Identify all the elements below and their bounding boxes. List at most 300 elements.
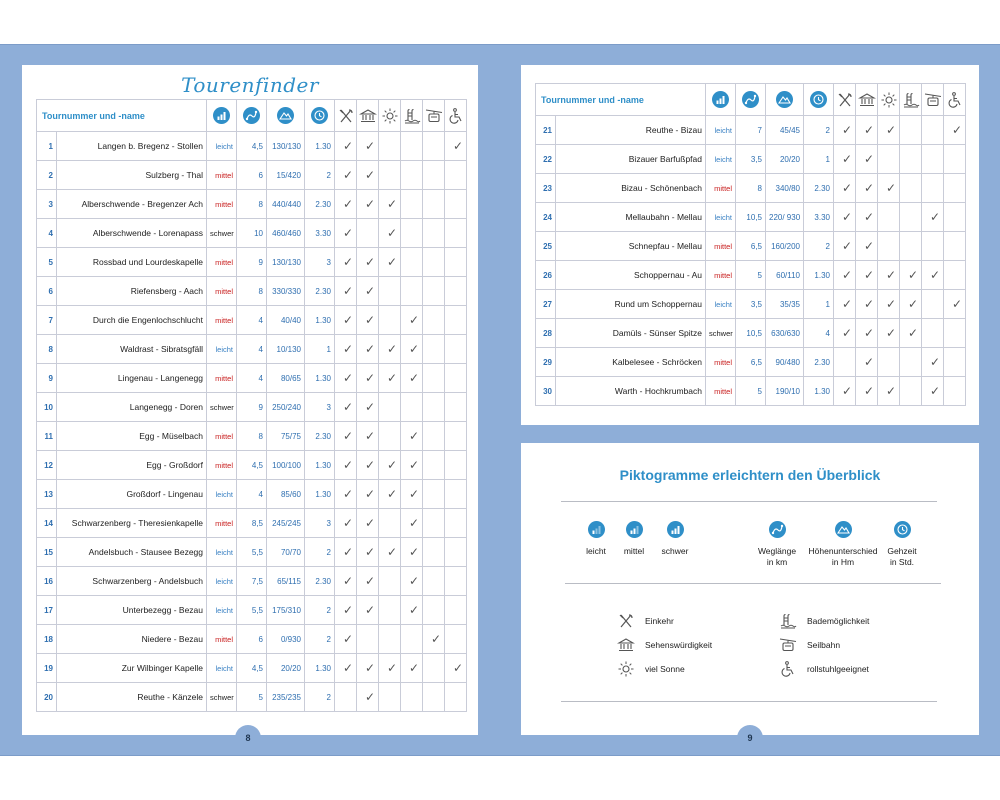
tour-number: 26 (536, 261, 556, 290)
cell-bathing (401, 248, 423, 277)
table-row (37, 596, 467, 625)
cell-bathing (401, 219, 423, 248)
table-row (37, 654, 467, 683)
cell-bathing: ✓ (900, 261, 922, 290)
tour-number: 30 (536, 377, 556, 406)
cell-sun: ✓ (878, 174, 900, 203)
time-value: 2.30 (305, 567, 335, 596)
time-value: 2 (305, 596, 335, 625)
tour-number: 10 (37, 393, 57, 422)
difficulty-value: leicht (207, 538, 237, 567)
cell-dining: ✓ (834, 116, 856, 145)
elevation-value: 35/35 (766, 290, 804, 319)
cell-dining: ✓ (335, 625, 357, 654)
cell-sun: ✓ (379, 190, 401, 219)
cell-dining: ✓ (335, 132, 357, 161)
elevation-value: 80/65 (267, 364, 305, 393)
cell-dining: ✓ (335, 219, 357, 248)
wheelchair-icon (779, 660, 797, 678)
legend-sublabel: in km (766, 557, 788, 567)
cell-bathing (900, 174, 922, 203)
difficulty-value: mittel (207, 625, 237, 654)
cell-sun (379, 567, 401, 596)
cell-landmark: ✓ (856, 319, 878, 348)
time-value: 2 (305, 683, 335, 712)
elevation-value: 60/110 (766, 261, 804, 290)
time-value: 1 (804, 290, 834, 319)
time-value: 1.30 (804, 261, 834, 290)
cell-landmark: ✓ (856, 348, 878, 377)
cell-cable-car (423, 364, 445, 393)
difficulty-value: mittel (706, 232, 736, 261)
cable-car-icon (924, 91, 942, 109)
cell-dining: ✓ (335, 277, 357, 306)
elevation-value: 100/100 (267, 451, 305, 480)
elevation-value: 20/20 (267, 654, 305, 683)
cell-sun (379, 132, 401, 161)
elevation-value: 130/130 (267, 248, 305, 277)
cell-sun (878, 232, 900, 261)
tour-number: 20 (37, 683, 57, 712)
tour-number: 18 (37, 625, 57, 654)
cell-bathing: ✓ (401, 451, 423, 480)
cell-wheelchair (944, 174, 966, 203)
cell-bathing (900, 145, 922, 174)
distance-value: 5 (736, 261, 766, 290)
cell-bathing: ✓ (900, 290, 922, 319)
tour-name: Egg - Großdorf (57, 451, 207, 480)
cell-landmark: ✓ (856, 174, 878, 203)
elevation-value: 130/130 (267, 132, 305, 161)
column-header-sun (878, 84, 900, 116)
clock-icon (311, 107, 328, 124)
clock-icon (894, 521, 911, 538)
column-header-time (305, 100, 335, 132)
elevation-value: 75/75 (267, 422, 305, 451)
time-value: 1 (305, 335, 335, 364)
sun-icon (617, 660, 635, 678)
cell-bathing (401, 393, 423, 422)
landmark-icon (359, 107, 377, 125)
tour-number: 27 (536, 290, 556, 319)
tour-name: Langenegg - Doren (57, 393, 207, 422)
table-row (536, 290, 966, 319)
cell-bathing (900, 116, 922, 145)
legend-label: schwer (661, 546, 689, 556)
cell-wheelchair (445, 509, 467, 538)
cell-landmark: ✓ (357, 393, 379, 422)
cell-cable-car (423, 451, 445, 480)
cell-sun: ✓ (878, 319, 900, 348)
table-row (37, 219, 467, 248)
difficulty-icon (213, 107, 230, 124)
difficulty-value: leicht (207, 335, 237, 364)
cell-sun: ✓ (379, 654, 401, 683)
cable-car-icon (779, 636, 797, 654)
tour-name: Langen b. Bregenz - Stollen (57, 132, 207, 161)
cell-wheelchair (944, 261, 966, 290)
left-page (22, 65, 478, 743)
tour-number: 5 (37, 248, 57, 277)
tour-name: Lingenau - Langenegg (57, 364, 207, 393)
table-row (37, 161, 467, 190)
tour-name: Unterbezegg - Bezau (57, 596, 207, 625)
cell-cable-car (423, 190, 445, 219)
distance-value: 5,5 (237, 538, 267, 567)
cell-bathing (900, 348, 922, 377)
distance-value: 4,5 (237, 132, 267, 161)
column-header-sun (379, 100, 401, 132)
distance-value: 4 (237, 364, 267, 393)
cell-bathing: ✓ (401, 480, 423, 509)
elevation-value: 175/310 (267, 596, 305, 625)
column-header-tour-name: Tournummer und -name (536, 84, 706, 116)
distance-value: 7 (736, 116, 766, 145)
cell-landmark: ✓ (856, 377, 878, 406)
cell-wheelchair: ✓ (944, 290, 966, 319)
pictogram-list-left (617, 609, 712, 681)
column-header-landmark (357, 100, 379, 132)
cell-cable-car (423, 654, 445, 683)
cell-landmark: ✓ (856, 203, 878, 232)
cell-wheelchair (445, 683, 467, 712)
difficulty-value: schwer (207, 683, 237, 712)
elevation-value: 65/115 (267, 567, 305, 596)
difficulty-value: leicht (207, 567, 237, 596)
time-value: 3.30 (305, 219, 335, 248)
cell-bathing: ✓ (401, 654, 423, 683)
tour-name: Rund um Schoppernau (556, 290, 706, 319)
cell-landmark: ✓ (856, 116, 878, 145)
tour-name: Alberschwende - Lorenapass (57, 219, 207, 248)
cell-dining (834, 348, 856, 377)
difficulty-value: mittel (207, 451, 237, 480)
sun-icon (880, 91, 898, 109)
cell-landmark: ✓ (357, 538, 379, 567)
column-header-landmark (856, 84, 878, 116)
column-header-wheelchair (445, 100, 467, 132)
cell-dining: ✓ (335, 190, 357, 219)
cell-landmark: ✓ (357, 335, 379, 364)
difficulty-value: mittel (706, 261, 736, 290)
cell-landmark: ✓ (357, 567, 379, 596)
difficulty-value: leicht (207, 654, 237, 683)
legend-distance (749, 521, 805, 568)
time-value: 2 (305, 538, 335, 567)
cell-dining: ✓ (834, 319, 856, 348)
cell-wheelchair (944, 348, 966, 377)
legend-elevation (805, 521, 881, 568)
time-value: 2 (804, 116, 834, 145)
cell-landmark: ✓ (856, 145, 878, 174)
tour-number: 15 (37, 538, 57, 567)
tour-name: Andelsbuch - Stausee Bezegg (57, 538, 207, 567)
time-value: 2 (305, 625, 335, 654)
elevation-icon (835, 521, 852, 538)
cell-wheelchair (445, 190, 467, 219)
cell-wheelchair (944, 203, 966, 232)
difficulty-value: leicht (207, 132, 237, 161)
distance-value: 6,5 (736, 348, 766, 377)
cell-wheelchair: ✓ (445, 132, 467, 161)
column-header-distance (237, 100, 267, 132)
table-row (536, 348, 966, 377)
table-row (536, 377, 966, 406)
distance-value: 4,5 (237, 654, 267, 683)
distance-value: 5,5 (237, 596, 267, 625)
distance-value: 8 (237, 190, 267, 219)
cell-sun: ✓ (878, 116, 900, 145)
cell-wheelchair (944, 145, 966, 174)
table-row (536, 116, 966, 145)
dining-icon (836, 91, 854, 109)
cell-wheelchair (445, 248, 467, 277)
tour-name: Damüls - Sünser Spitze (556, 319, 706, 348)
legend-bathing (779, 609, 869, 633)
time-value: 2.30 (804, 174, 834, 203)
cell-cable-car (423, 335, 445, 364)
cell-dining: ✓ (834, 203, 856, 232)
time-value: 2.30 (305, 190, 335, 219)
distance-value: 6 (237, 161, 267, 190)
cell-cable-car (423, 161, 445, 190)
time-value: 1.30 (305, 451, 335, 480)
cell-bathing: ✓ (401, 422, 423, 451)
tour-number: 25 (536, 232, 556, 261)
cell-dining: ✓ (335, 654, 357, 683)
bathing-icon (779, 612, 797, 630)
tour-number: 11 (37, 422, 57, 451)
cell-cable-car (423, 132, 445, 161)
column-header-dining (335, 100, 357, 132)
cell-wheelchair (445, 306, 467, 335)
cell-landmark: ✓ (357, 480, 379, 509)
cell-sun (379, 161, 401, 190)
legend-time (881, 521, 923, 568)
cell-dining: ✓ (335, 364, 357, 393)
cell-landmark: ✓ (357, 596, 379, 625)
pictogram-list-right (779, 609, 869, 681)
cell-landmark: ✓ (856, 290, 878, 319)
difficulty-value: mittel (207, 161, 237, 190)
distance-value: 4 (237, 480, 267, 509)
cell-landmark: ✓ (357, 509, 379, 538)
difficulty-value: leicht (207, 596, 237, 625)
tour-number: 7 (37, 306, 57, 335)
distance-value: 3,5 (736, 145, 766, 174)
tour-number: 16 (37, 567, 57, 596)
legend-label: Gehzeit (887, 546, 917, 556)
cell-cable-car (423, 393, 445, 422)
time-value: 1.30 (305, 480, 335, 509)
legend-sun (617, 657, 712, 681)
time-value: 1.30 (804, 377, 834, 406)
difficulty-hard-icon (667, 521, 684, 538)
difficulty-value: mittel (207, 277, 237, 306)
cell-dining: ✓ (834, 145, 856, 174)
elevation-value: 90/480 (766, 348, 804, 377)
dining-icon (337, 107, 355, 125)
tour-table-left (36, 99, 467, 712)
tour-number: 4 (37, 219, 57, 248)
table-row (536, 174, 966, 203)
elevation-value: 10/130 (267, 335, 305, 364)
difficulty-medium-icon (626, 521, 643, 538)
page-title: Tourenfinder (181, 73, 319, 97)
right-page-table (521, 65, 979, 425)
elevation-value: 630/630 (766, 319, 804, 348)
cell-sun: ✓ (379, 335, 401, 364)
cell-wheelchair (445, 161, 467, 190)
legend-landmark (617, 633, 712, 657)
difficulty-value: mittel (706, 348, 736, 377)
cell-sun (878, 348, 900, 377)
cell-bathing: ✓ (401, 596, 423, 625)
tour-number: 24 (536, 203, 556, 232)
table-row (536, 319, 966, 348)
cell-wheelchair (944, 377, 966, 406)
legend-title: Piktogramme erleichtern den Überblick (619, 467, 881, 483)
cell-wheelchair (445, 567, 467, 596)
tour-name: Zur Wilbinger Kapelle (57, 654, 207, 683)
legend-label: leicht (586, 546, 606, 556)
cell-dining: ✓ (335, 306, 357, 335)
table-row (37, 190, 467, 219)
column-header-wheelchair (944, 84, 966, 116)
legend-sublabel: in Std. (889, 557, 915, 567)
cell-cable-car (423, 567, 445, 596)
cell-sun: ✓ (878, 261, 900, 290)
elevation-value: 440/440 (267, 190, 305, 219)
cell-cable-car (922, 145, 944, 174)
cell-dining: ✓ (335, 451, 357, 480)
time-value: 1 (804, 145, 834, 174)
cell-dining (335, 683, 357, 712)
cell-landmark: ✓ (357, 132, 379, 161)
cell-sun (379, 625, 401, 654)
table-row (536, 203, 966, 232)
cell-landmark: ✓ (357, 248, 379, 277)
cell-sun: ✓ (379, 538, 401, 567)
cell-landmark: ✓ (357, 654, 379, 683)
difficulty-value: mittel (207, 509, 237, 538)
table-row (37, 538, 467, 567)
cell-cable-car (922, 116, 944, 145)
table-row (536, 145, 966, 174)
legend-label: Einkehr (645, 616, 674, 626)
cell-dining: ✓ (335, 596, 357, 625)
wheelchair-icon (447, 107, 465, 125)
cell-bathing: ✓ (401, 306, 423, 335)
time-value: 2.30 (804, 348, 834, 377)
time-value: 1.30 (305, 132, 335, 161)
legend-cable-car (779, 633, 869, 657)
cell-wheelchair (445, 596, 467, 625)
column-header-elevation (267, 100, 305, 132)
tour-name: Mellaubahn - Mellau (556, 203, 706, 232)
legend-difficulty-hard (659, 521, 691, 557)
cell-bathing: ✓ (401, 567, 423, 596)
cell-dining: ✓ (335, 480, 357, 509)
cell-cable-car: ✓ (922, 377, 944, 406)
column-header-elevation (766, 84, 804, 116)
table-row (37, 480, 467, 509)
distance-icon (243, 107, 260, 124)
elevation-value: 0/930 (267, 625, 305, 654)
cell-cable-car (423, 277, 445, 306)
cell-cable-car (423, 480, 445, 509)
cell-dining: ✓ (834, 174, 856, 203)
cell-cable-car (423, 422, 445, 451)
cell-cable-car: ✓ (922, 348, 944, 377)
distance-value: 8 (237, 277, 267, 306)
cell-cable-car (423, 538, 445, 567)
landmark-icon (858, 91, 876, 109)
elevation-value: 85/60 (267, 480, 305, 509)
cell-landmark: ✓ (856, 261, 878, 290)
cell-bathing (900, 377, 922, 406)
cell-bathing (401, 625, 423, 654)
distance-value: 9 (237, 393, 267, 422)
tour-number: 17 (37, 596, 57, 625)
tour-name: Niedere - Bezau (57, 625, 207, 654)
cell-dining: ✓ (335, 538, 357, 567)
cell-landmark: ✓ (357, 422, 379, 451)
tour-number: 29 (536, 348, 556, 377)
bathing-icon (902, 91, 920, 109)
tour-number: 8 (37, 335, 57, 364)
distance-value: 6,5 (736, 232, 766, 261)
cell-cable-car (423, 509, 445, 538)
cell-dining: ✓ (834, 261, 856, 290)
difficulty-value: mittel (207, 248, 237, 277)
table-row (536, 261, 966, 290)
tour-number: 3 (37, 190, 57, 219)
tour-number: 6 (37, 277, 57, 306)
tour-number: 23 (536, 174, 556, 203)
time-value: 2.30 (305, 422, 335, 451)
difficulty-value: schwer (706, 319, 736, 348)
elevation-value: 40/40 (267, 306, 305, 335)
cell-cable-car: ✓ (423, 625, 445, 654)
cell-wheelchair (445, 393, 467, 422)
cell-cable-car (423, 683, 445, 712)
legend-label: Bademöglichkeit (807, 616, 870, 626)
time-value: 1.30 (305, 306, 335, 335)
cell-landmark: ✓ (357, 190, 379, 219)
distance-value: 8,5 (237, 509, 267, 538)
cell-sun (379, 683, 401, 712)
cell-bathing (401, 161, 423, 190)
difficulty-value: mittel (207, 364, 237, 393)
tour-number: 22 (536, 145, 556, 174)
elevation-value: 235/235 (267, 683, 305, 712)
cell-wheelchair (445, 625, 467, 654)
cell-wheelchair (445, 451, 467, 480)
elevation-value: 245/245 (267, 509, 305, 538)
tour-name: Egg - Müselbach (57, 422, 207, 451)
distance-value: 4 (237, 335, 267, 364)
tour-name: Schwarzenberg - Theresienkapelle (57, 509, 207, 538)
cell-dining: ✓ (335, 335, 357, 364)
cell-dining: ✓ (335, 422, 357, 451)
difficulty-value: mittel (207, 190, 237, 219)
legend-label: mittel (623, 546, 645, 556)
cell-wheelchair: ✓ (445, 654, 467, 683)
difficulty-value: mittel (207, 306, 237, 335)
distance-value: 5 (736, 377, 766, 406)
tour-number: 13 (37, 480, 57, 509)
